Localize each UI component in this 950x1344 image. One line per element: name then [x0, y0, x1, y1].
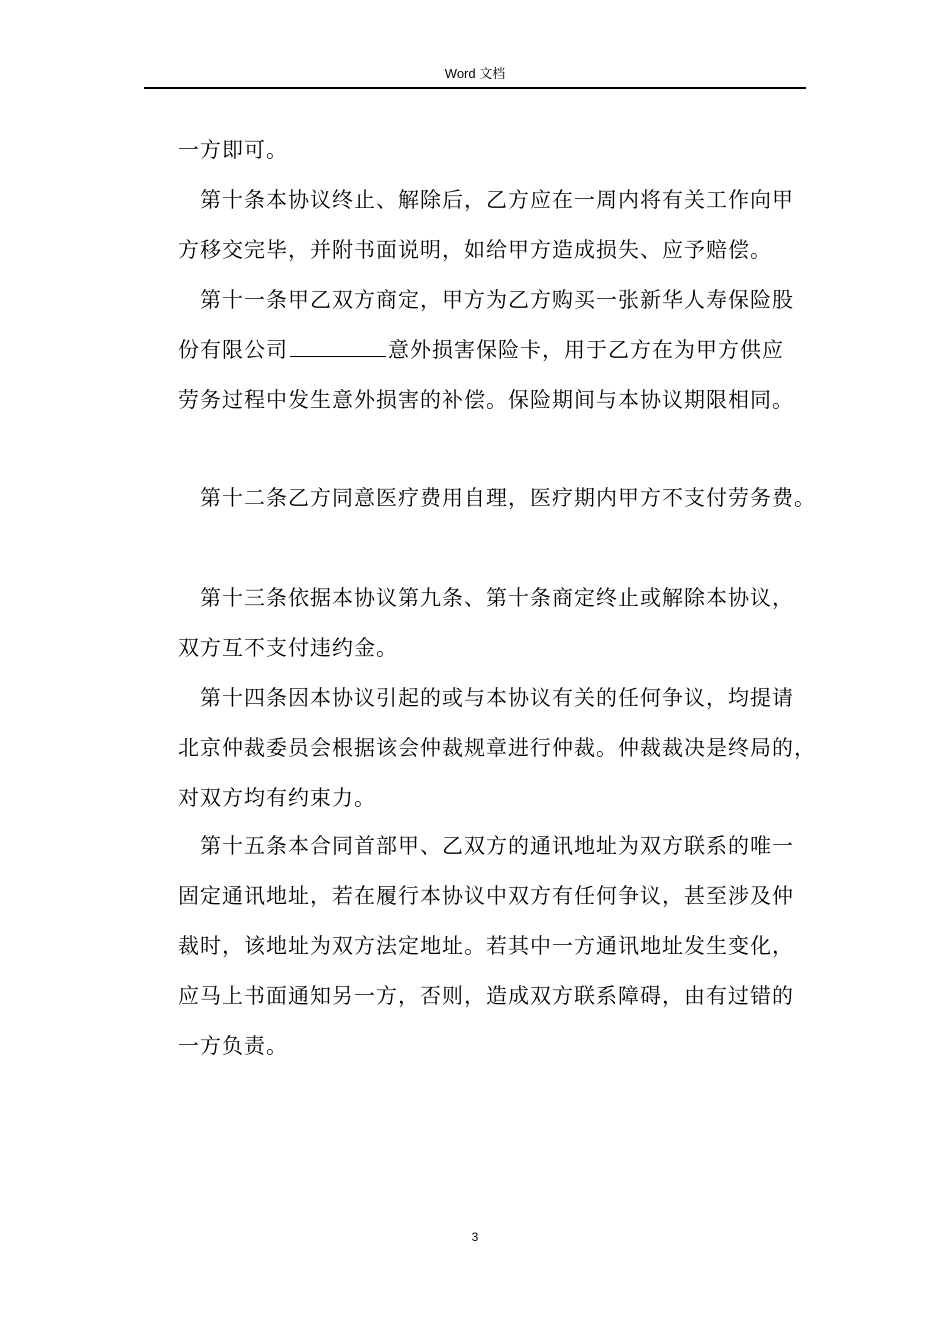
body-line: 对双方均有约束力。	[178, 786, 376, 810]
body-line: 第十条本协议终止、解除后，乙方应在一周内将有关工作向甲	[178, 188, 794, 212]
header-divider	[144, 87, 806, 89]
body-line: 一方负责。	[178, 1034, 288, 1058]
body-line: 第十五条本合同首部甲、乙双方的通讯地址为双方联系的唯一	[178, 834, 794, 858]
body-line: 第十一条甲乙双方商定，甲方为乙方购买一张新华人寿保险股	[178, 288, 794, 312]
body-line-part: 意外损害保险卡，用于乙方在为甲方供应	[388, 338, 784, 362]
body-line: 第十三条依据本协议第九条、第十条商定终止或解除本协议，	[178, 586, 794, 610]
body-line	[178, 336, 818, 364]
body-line: 裁时，该地址为双方法定地址。若其中一方通讯地址发生变化，	[178, 934, 794, 958]
body-line: 北京仲裁委员会根据该会仲裁规章进行仲裁。仲裁裁决是终局的，	[178, 736, 816, 760]
body-line: 应马上书面通知另一方，否则，造成双方联系障碍，由有过错的	[178, 984, 794, 1008]
body-line: 一方即可。	[178, 138, 288, 162]
body-line: 固定通讯地址，若在履行本协议中双方有任何争议，甚至涉及仲	[178, 884, 794, 908]
body-line: 劳务过程中发生意外损害的补偿。保险期间与本协议期限相同。	[178, 388, 794, 412]
body-line: 第十四条因本协议引起的或与本协议有关的任何争议，均提请	[178, 686, 794, 710]
body-line: 方移交完毕，并附书面说明，如给甲方造成损失、应予赔偿。	[178, 238, 772, 262]
body-line-part: 份有限公司	[178, 338, 288, 362]
body-line: 双方互不支付违约金。	[178, 636, 398, 660]
header-title: Word 文档	[444, 66, 506, 81]
page-number: 3	[471, 1230, 479, 1244]
fill-in-blank	[290, 354, 386, 357]
body-line: 第十二条乙方同意医疗费用自理，医疗期内甲方不支付劳务费。	[178, 486, 816, 510]
